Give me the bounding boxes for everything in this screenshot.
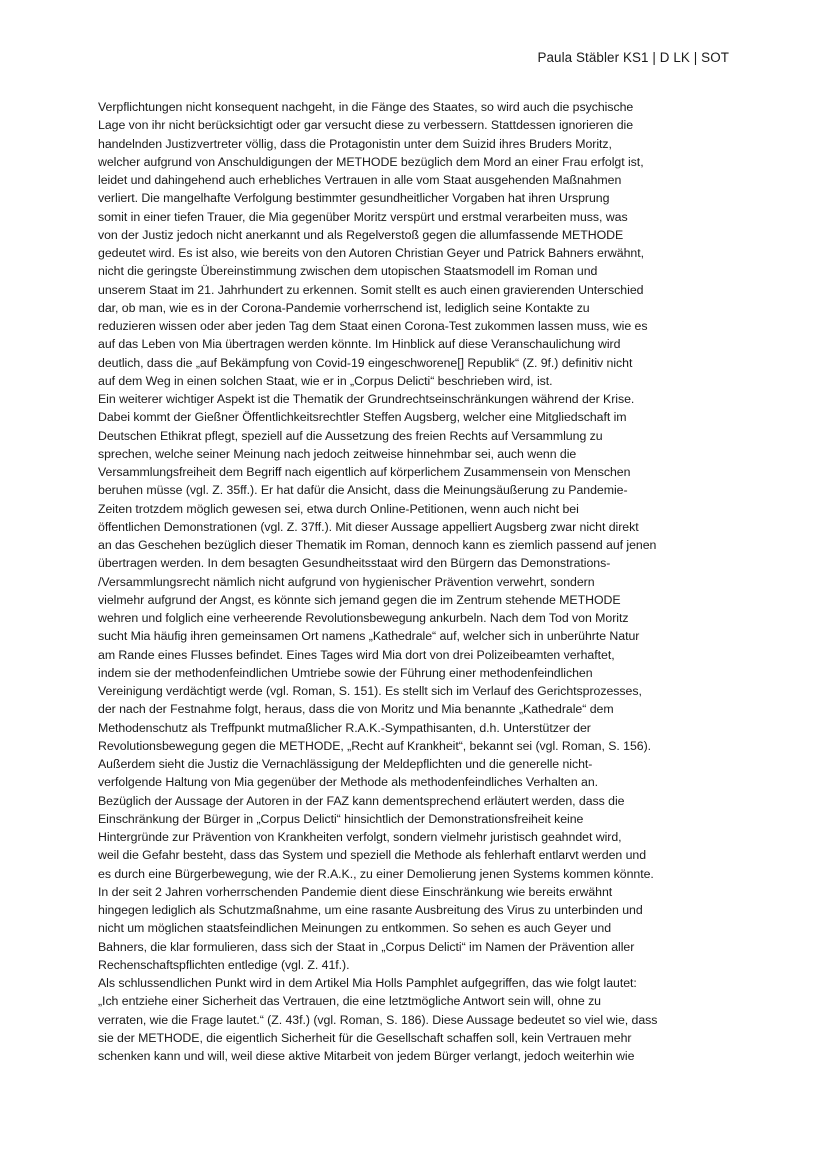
- text-line: weil die Gefahr besteht, dass das System und speziell die Methode als fehlerhaft entlarvt werden und: [98, 848, 647, 863]
- text-line: Hintergründe zur Prävention von Krankheiten verfolgt, sondern vielmehr juristisch geahndet wird,: [98, 830, 622, 844]
- text-line: der nach der Festnahme folgt, heraus, dass die von Moritz und Mia benannte „Kathedrale“ dem: [98, 702, 614, 717]
- text-line: sucht Mia häufig ihren gemeinsamen Ort namens „Kathedrale“ auf, welcher sich in unberührte Natur: [98, 629, 640, 644]
- text-line: handelnden Justizvertreter völlig, dass die Protagonistin unter dem Suizid ihres Bruders Moritz,: [98, 136, 612, 151]
- text-line: es durch eine Bürgerbewegung, wie der R.A.K., zu einer Demolierung jenen Systems kommen könnte.: [98, 866, 654, 881]
- text-line: Bahners, die klar formulieren, dass sich der Staat in „Corpus Delicti“ im Namen der Prävention aller: [98, 939, 635, 954]
- text-line: hingegen lediglich als Schutzmaßnahme, um eine rasante Ausbreitung des Virus zu unterbinden und: [98, 903, 643, 917]
- text-line: verraten, wie die Frage lautet.“ (Z. 43f.) (vgl. Roman, S. 186). Diese Aussage bedeutet so viel wie, dass: [98, 1012, 658, 1027]
- text-line: Rechenschaftspflichten entledige (vgl. Z. 41f.).: [98, 957, 350, 972]
- text-line: wehren und folglich eine verheerende Revolutionsbewegung ankurbeln. Nach dem Tod von Moritz: [98, 611, 629, 625]
- text-line: welcher aufgrund von Anschuldigungen der METHODE bezüglich dem Mord an einer Frau erfolgt ist,: [98, 154, 644, 169]
- text-line: Versammlungsfreiheit dem Begriff nach eigentlich auf körperlichem Zusammensein von Menschen: [98, 465, 631, 479]
- text-line: leidet und dahingehend auch erhebliches Vertrauen in alle vom Staat ausgehenden Maßnahmen: [98, 173, 622, 187]
- text-line: reduzieren wissen oder aber jeden Tag dem Staat einen Corona-Test zukommen lassen muss, wie es: [98, 319, 648, 333]
- text-line: somit in einer tiefen Trauer, die Mia gegenüber Moritz verspürt und erstmal verarbeiten muss, was: [98, 209, 628, 224]
- text-line: Dabei kommt der Gießner Öffentlichkeitsrechtler Steffen Augsberg, welcher eine Mitgliedschaft im: [98, 410, 627, 425]
- text-line: indem sie der methodenfeindlichen Umtriebe sowie der Führung einer methodenfeindlichen: [98, 665, 593, 680]
- text-line: „Ich entziehe einer Sicherheit das Vertrauen, die eine letztmögliche Antwort sein will, ohne zu: [98, 994, 602, 1009]
- text-line: Außerdem sieht die Justiz die Vernachlässigung der Meldepflichten und die generelle nicht-: [98, 757, 593, 771]
- text-line: auf dem Weg in einen solchen Staat, wie er in „Corpus Delicti“ beschrieben wird, ist.: [98, 373, 553, 388]
- text-line: Vereinigung verdächtigt werde (vgl. Roman, S. 151). Es stellt sich im Verlauf des Gerichtsprozesses,: [98, 684, 642, 698]
- text-line: Zeiten trotzdem möglich gewesen sei, etwa durch Online-Petitionen, wenn auch nicht bei: [98, 501, 579, 516]
- text-line: Deutschen Ethikrat pflegt, speziell auf die Aussetzung des freien Rechts auf Versammlung zu: [98, 428, 603, 443]
- text-line: sprechen, welche seiner Meinung nach jedoch zeitweise hinnehmbar sei, auch wenn die: [98, 446, 577, 461]
- text-line: am Rande eines Flusses befindet. Eines Tages wird Mia dort von drei Polizeibeamten verhaftet,: [98, 647, 615, 662]
- text-line: Revolutionsbewegung gegen die METHODE, „Recht auf Krankheit“, bekannt sei (vgl. Roman, S. 156).: [98, 738, 652, 753]
- text-line: Als schlussendlichen Punkt wird in dem Artikel Mia Holls Pamphlet aufgegriffen, das wie folgt lautet:: [98, 976, 637, 990]
- text-line: deutlich, dass die „auf Bekämpfung von Covid-19 eingeschworene[] Republik“ (Z. 9f.) definitiv nicht: [98, 355, 633, 370]
- text-line: unserem Staat im 21. Jahrhundert zu erkennen. Somit stellt es auch einen gravierenden Unterschied: [98, 282, 644, 297]
- text-line: vielmehr aufgrund der Angst, es könnte sich jemand gegen die im Zentrum stehende METHODE: [98, 592, 621, 607]
- text-line: nicht um möglichen staatsfeindlichen Meinungen zu entkommen. So sehen es auch Geyer und: [98, 921, 612, 936]
- text-line: auf das Leben von Mia übertragen werden könnte. Im Hinblick auf diese Veranschaulichung wird: [98, 337, 621, 352]
- text-line: nicht die geringste Übereinstimmung zwischen dem utopischen Staatsmodell im Roman und: [98, 264, 598, 279]
- text-line: Verpflichtungen nicht konsequent nachgeht, in die Fänge des Staates, so wird auch die psychische: [98, 100, 634, 114]
- text-line: an das Geschehen bezüglich dieser Thematik im Roman, dennoch kann es ziemlich passend auf jenen: [98, 538, 657, 552]
- text-line: dar, ob man, wie es in der Corona-Pandemie vorherrschend ist, lediglich seine Kontakte zu: [98, 300, 590, 315]
- text-line: Bezüglich der Aussage der Autoren in der FAZ kann dementsprechend erläutert werden, dass die: [98, 793, 625, 808]
- text-line: verliert. Die mangelhafte Verfolgung bestimmter gesundheitlicher Vorgaben hat ihren Ursprung: [98, 191, 610, 206]
- text-line: von der Justiz jedoch nicht anerkannt und als Regelverstoß gegen die allumfassende METHODE: [98, 227, 624, 242]
- text-line: beruhen müsse (vgl. Z. 35ff.). Er hat dafür die Ansicht, dass die Meinungsäußerung zu Pandemie-: [98, 483, 628, 498]
- text-line: übertragen werden. In dem besagten Gesundheitsstaat wird den Bürgern das Demonstrations-: [98, 556, 611, 571]
- text-line: Einschränkung der Bürger in „Corpus Delicti“ hinsichtlich der Demonstrationsfreiheit keine: [98, 811, 584, 826]
- text-line: gedeutet wird. Es ist also, wie bereits von den Autoren Christian Geyer und Patrick Bahners erwähnt,: [98, 246, 644, 260]
- text-line: /Versammlungsrecht nämlich nicht aufgrund von hygienischer Prävention verwehrt, sondern: [98, 574, 595, 589]
- text-line: öffentlichen Demonstrationen (vgl. Z. 37ff.). Mit dieser Aussage appelliert Augsberg zwar nicht direkt: [98, 519, 639, 534]
- text-line: sie der METHODE, die eigentlich Sicherheit für die Gesellschaft schaffen soll, kein Vertrauen mehr: [98, 1030, 632, 1045]
- text-line: verfolgende Haltung von Mia gegenüber der Methode als methodenfeindliches Verhalten an.: [98, 775, 599, 790]
- text-line: In der seit 2 Jahren vorherrschenden Pandemie dient diese Einschränkung wie bereits erwähnt: [98, 884, 613, 899]
- body-text: [98, 98, 738, 1065]
- text-line: Ein weiterer wichtiger Aspekt ist die Thematik der Grundrechtseinschränkungen während der Krise.: [98, 392, 635, 406]
- text-line: Methodenschutz als Treffpunkt mutmaßlicher R.A.K.-Sympathisanten, d.h. Unterstützer der: [98, 720, 591, 735]
- page-header: Paula Stäbler KS1 | D LK | SOT: [537, 50, 729, 65]
- text-line: schenken kann und will, weil diese aktive Mitarbeit von jedem Bürger verlangt, jedoch weiterhin wie: [98, 1049, 635, 1063]
- text-line: Lage von ihr nicht berücksichtigt oder gar versucht diese zu verbessern. Stattdessen ignorieren die: [98, 118, 634, 133]
